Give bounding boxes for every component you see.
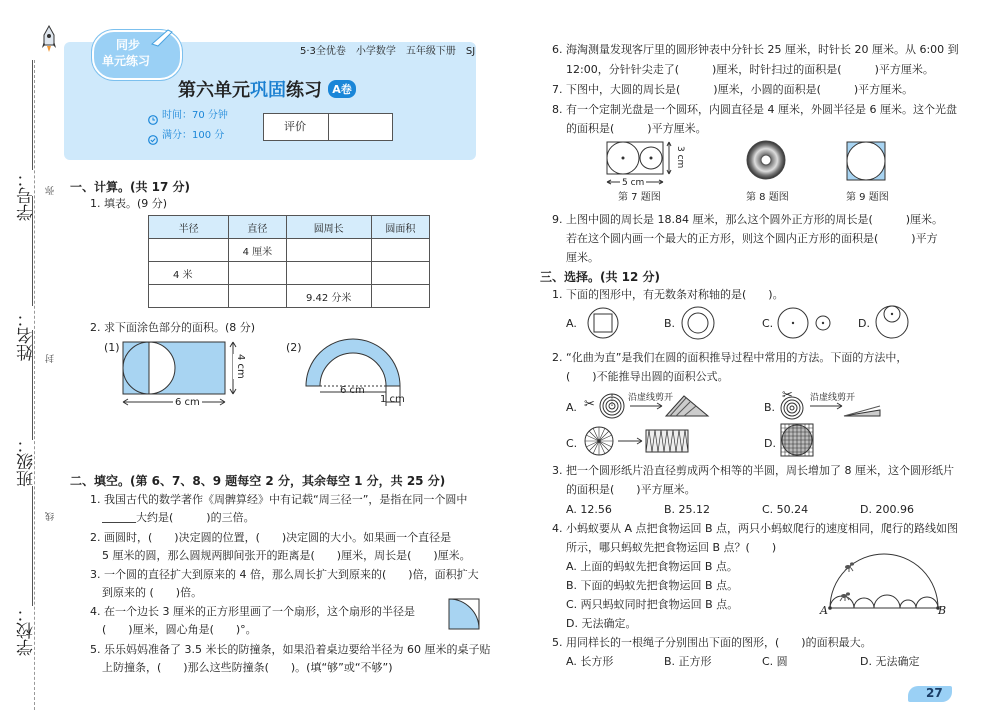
table-cell[interactable]: [371, 285, 429, 308]
table-cell[interactable]: [229, 285, 286, 308]
full-score: 满分：100 分: [162, 130, 225, 141]
fill-q9-b: 若在这个圆内画一个最大的正方形，则这个圆内正方形的面积是( )平方: [566, 232, 938, 245]
fig2-ring-half: [306, 339, 400, 386]
c1-option-a-figure[interactable]: [586, 306, 620, 340]
eval-box: [263, 113, 393, 141]
fill-q9-c: 厘米。: [566, 251, 599, 264]
fig8-caption: 第 8 题图: [746, 192, 789, 203]
check-icon: [148, 130, 158, 149]
c2-option-b-cut-text: 沿虚线剪开: [810, 393, 856, 403]
fill-q3-a: 3. 一个圆的直径扩大到原来的 4 倍，那么周长扩大到原来的( )倍，面积扩大: [90, 568, 479, 581]
series-label: 5·3全优卷 小学数学 五年级下册 SJ: [300, 46, 476, 57]
choice-q5: 5. 用同样长的一根绳子分别围出下面的图形，( )的面积最大。: [552, 636, 872, 649]
fill-q2-b: 5 厘米的圆，那么圆规两脚间张开的距离是( )厘米，周长是( )厘米。: [102, 549, 471, 562]
table-cell: 4 厘米: [229, 239, 286, 262]
name-field[interactable]: [32, 196, 33, 306]
fig2-label: (2): [286, 341, 302, 354]
page-number: 27: [926, 686, 943, 700]
eval-field[interactable]: [329, 114, 392, 140]
fill-q1-b-text: 大约是( )的三倍。: [136, 511, 255, 524]
fill-q5-a: 5. 乐乐妈妈准备了 3.5 米长的防撞条，如果沿着桌边要给半径为 60 厘米的桌子贴: [90, 643, 491, 656]
choice-q3-b: 的面积是( )平方厘米。: [566, 483, 696, 496]
choice-q2-a: 2. “化曲为直”是我们在圆的面积推导过程中常用的方法。下面的方法中，: [552, 351, 908, 364]
c2-option-c-figure[interactable]: [584, 424, 694, 458]
time-limit: 时间：70 分钟: [162, 110, 228, 121]
seal-mark-feng: 封: [46, 354, 56, 363]
table-row: [149, 285, 430, 308]
school-field[interactable]: [32, 486, 33, 606]
fill-q7: 7. 下图中，大圆的周长是( )厘米，小圆的面积是( )平方厘米。: [552, 83, 914, 96]
ant-icon: [840, 592, 850, 601]
answer-blank[interactable]: [102, 511, 136, 523]
fill-q6-b: 12:00，分针针尖走了( )厘米，时针扫过的面积是( )平方厘米。: [566, 63, 934, 76]
section-3-title: 三、选择。(共 12 分): [540, 270, 661, 284]
c2-option-b-label[interactable]: B.: [764, 401, 776, 414]
table-row: [149, 239, 430, 262]
figure-9: [846, 141, 886, 181]
figure-8-disc: [746, 140, 786, 180]
name-label: 姓名：: [17, 310, 37, 361]
fig9-caption: 第 9 题图: [846, 192, 889, 203]
student-number-label: 学号：: [17, 170, 37, 221]
fill-q8-b: 的面积是( )平方厘米。: [566, 122, 707, 135]
c2-option-a-cut-text: 沿虚线剪开: [628, 393, 674, 403]
table-cell: 4 米: [149, 262, 229, 285]
c2-option-c-label[interactable]: C.: [566, 437, 578, 450]
c2-option-a-scissors-icon: ✂: [584, 397, 595, 412]
c1-option-b-figure[interactable]: [680, 305, 716, 341]
fig1-label: (1): [104, 341, 120, 354]
table-header-cell: 圆周长: [286, 216, 371, 239]
table-cell[interactable]: [229, 262, 286, 285]
fill-q5-b: 上防撞条，( )那么这些防撞条( )。(填“够”或“不够”): [102, 661, 393, 674]
point-b-label: B: [938, 604, 947, 617]
c1-option-a-label[interactable]: A.: [566, 317, 577, 330]
fig7-caption: 第 7 题图: [618, 192, 661, 203]
badge-text-1: 同步: [116, 38, 141, 52]
table-cell: 9.42 分米: [286, 285, 371, 308]
seal-mark-xian: 线: [46, 512, 56, 521]
fill-q3-b: 到原来的 ( )倍。: [102, 586, 203, 599]
page-title: [178, 76, 356, 102]
radius-table: [148, 215, 430, 308]
choice-q3-a: 3. 把一个圆形纸片沿直径剪成两个相等的半圆，周长增加了 8 厘米，这个圆形纸片: [552, 464, 954, 477]
c4-option-a[interactable]: A. 上面的蚂蚁先把食物运回 B 点。: [566, 560, 738, 573]
title-part-c: 练习: [286, 80, 322, 101]
fill-q4-a: 4. 在一个边长 3 厘米的正方形里画了一个扇形，这个扇形的半径是: [90, 605, 415, 618]
c3-option-b[interactable]: B. 25.12: [664, 503, 711, 516]
fill-q2-a: 2. 画圆时，( )决定圆的位置，( )决定圆的大小。如果画一个直径是: [90, 531, 452, 544]
c5-option-c[interactable]: C. 圆: [762, 655, 788, 668]
c1-option-b-label[interactable]: B.: [664, 317, 676, 330]
c2-option-b-scissors-icon: ✂: [782, 388, 793, 403]
fill-q9-a: 9. 上图中圆的周长是 18.84 厘米，那么这个圆外正方形的周长是( )厘米。: [552, 213, 944, 226]
class-label: 班级：: [17, 436, 37, 487]
c4-option-d[interactable]: D. 无法确定。: [566, 617, 637, 630]
table-cell[interactable]: [371, 239, 429, 262]
choice-q1: 1. 下面的图形中，有无数条对称轴的是( )。: [552, 288, 784, 301]
fill-q8-a: 8. 有一个定制光盘是一个圆环，内圆直径是 4 厘米，外圆半径是 6 厘米。这个光盘: [552, 103, 957, 116]
q2-label: 2. 求下面涂色部分的面积。(8 分): [90, 321, 256, 334]
title-part-a: 第六单元: [178, 80, 250, 101]
fill-q1-b: [102, 510, 255, 525]
c5-option-d[interactable]: D. 无法确定: [860, 655, 920, 668]
fig2-width: 6 cm: [340, 385, 365, 396]
a-volume-badge: A卷: [328, 80, 356, 98]
fill-q6-a: 6. 海淘测量发现客厅里的圆形钟表中分针长 25 厘米，时针长 20 厘米。从 6:00 到: [552, 43, 959, 56]
fig7-width: 5 cm: [620, 176, 646, 191]
fig2-ring-width: 1 cm: [380, 394, 405, 405]
c4-option-c[interactable]: C. 两只蚂蚁同时把食物运回 B 点。: [566, 598, 739, 611]
c2-option-d-figure[interactable]: [780, 423, 814, 457]
fig1-height: 4 cm: [235, 354, 246, 379]
c5-option-b[interactable]: B. 正方形: [664, 655, 712, 668]
table-cell[interactable]: [149, 239, 229, 262]
rocket-badge-icon: [150, 28, 174, 50]
table-row: [149, 262, 430, 285]
table-cell[interactable]: [149, 285, 229, 308]
c1-option-c-figure[interactable]: [776, 306, 836, 340]
table-header-row: [149, 216, 430, 239]
c3-option-a[interactable]: A. 12.56: [566, 503, 612, 516]
seal-mark-mi: 弥: [46, 186, 56, 195]
c3-option-d[interactable]: D. 200.96: [860, 503, 914, 516]
title-part-b: 巩固: [250, 80, 286, 101]
clock-icon: [148, 110, 158, 129]
point-a-label: A: [820, 604, 828, 617]
table-header-cell: 圆面积: [371, 216, 429, 239]
choice-q4-b: 所示，哪只蚂蚁先把食物运回 B 点？( ): [566, 541, 777, 554]
fig4-square-sector: [448, 598, 480, 630]
table-header-cell: 直径: [229, 216, 286, 239]
choice-q4-a: 4. 小蚂蚁要从 A 点把食物运回 B 点，两只小蚂蚁爬行的速度相同，爬行的路线如图: [552, 522, 959, 535]
ant-path-figure: [824, 550, 944, 612]
eval-label: 评价: [284, 120, 306, 133]
c4-option-b[interactable]: B. 下面的蚂蚁先把食物运回 B 点。: [566, 579, 739, 592]
table-cell[interactable]: [286, 262, 371, 285]
ant-icon: [844, 562, 854, 572]
table-header-cell: 半径: [149, 216, 229, 239]
c1-option-c-label[interactable]: C.: [762, 317, 774, 330]
section-1-title: 一、计算。(共 17 分): [70, 180, 191, 194]
fig1-width: 6 cm: [175, 397, 200, 408]
student-number-field[interactable]: [32, 60, 33, 170]
choice-q2-b: ( )不能推导出圆的面积公式。: [566, 370, 729, 383]
c1-option-d-label[interactable]: D.: [858, 317, 870, 330]
fill-q1-a: 1. 我国古代的数学著作《周髀算经》中有记载“周三径一”，是指在同一个圆中: [90, 493, 468, 506]
table-cell[interactable]: [371, 262, 429, 285]
c2-option-d-label[interactable]: D.: [764, 437, 776, 450]
table-cell[interactable]: [286, 239, 371, 262]
fill-q4-b: ( )厘米，圆心角是( )°。: [102, 623, 257, 636]
c2-option-a-label[interactable]: A.: [566, 401, 577, 414]
school-label: 学校：: [17, 605, 37, 656]
c3-option-c[interactable]: C. 50.24: [762, 503, 809, 516]
class-field[interactable]: [32, 330, 33, 440]
badge-text-2: 单元练习: [102, 54, 151, 68]
rocket-icon: [42, 26, 56, 52]
c1-option-d-figure[interactable]: [872, 300, 912, 340]
q1-label: 1. 填表。(9 分): [90, 197, 168, 210]
c5-option-a[interactable]: A. 长方形: [566, 655, 614, 668]
section-2-title: 二、填空。(第 6、7、8、9 题每空 2 分，其余每空 1 分，共 25 分): [70, 474, 446, 488]
fig7-height: 3 cm: [675, 146, 685, 169]
